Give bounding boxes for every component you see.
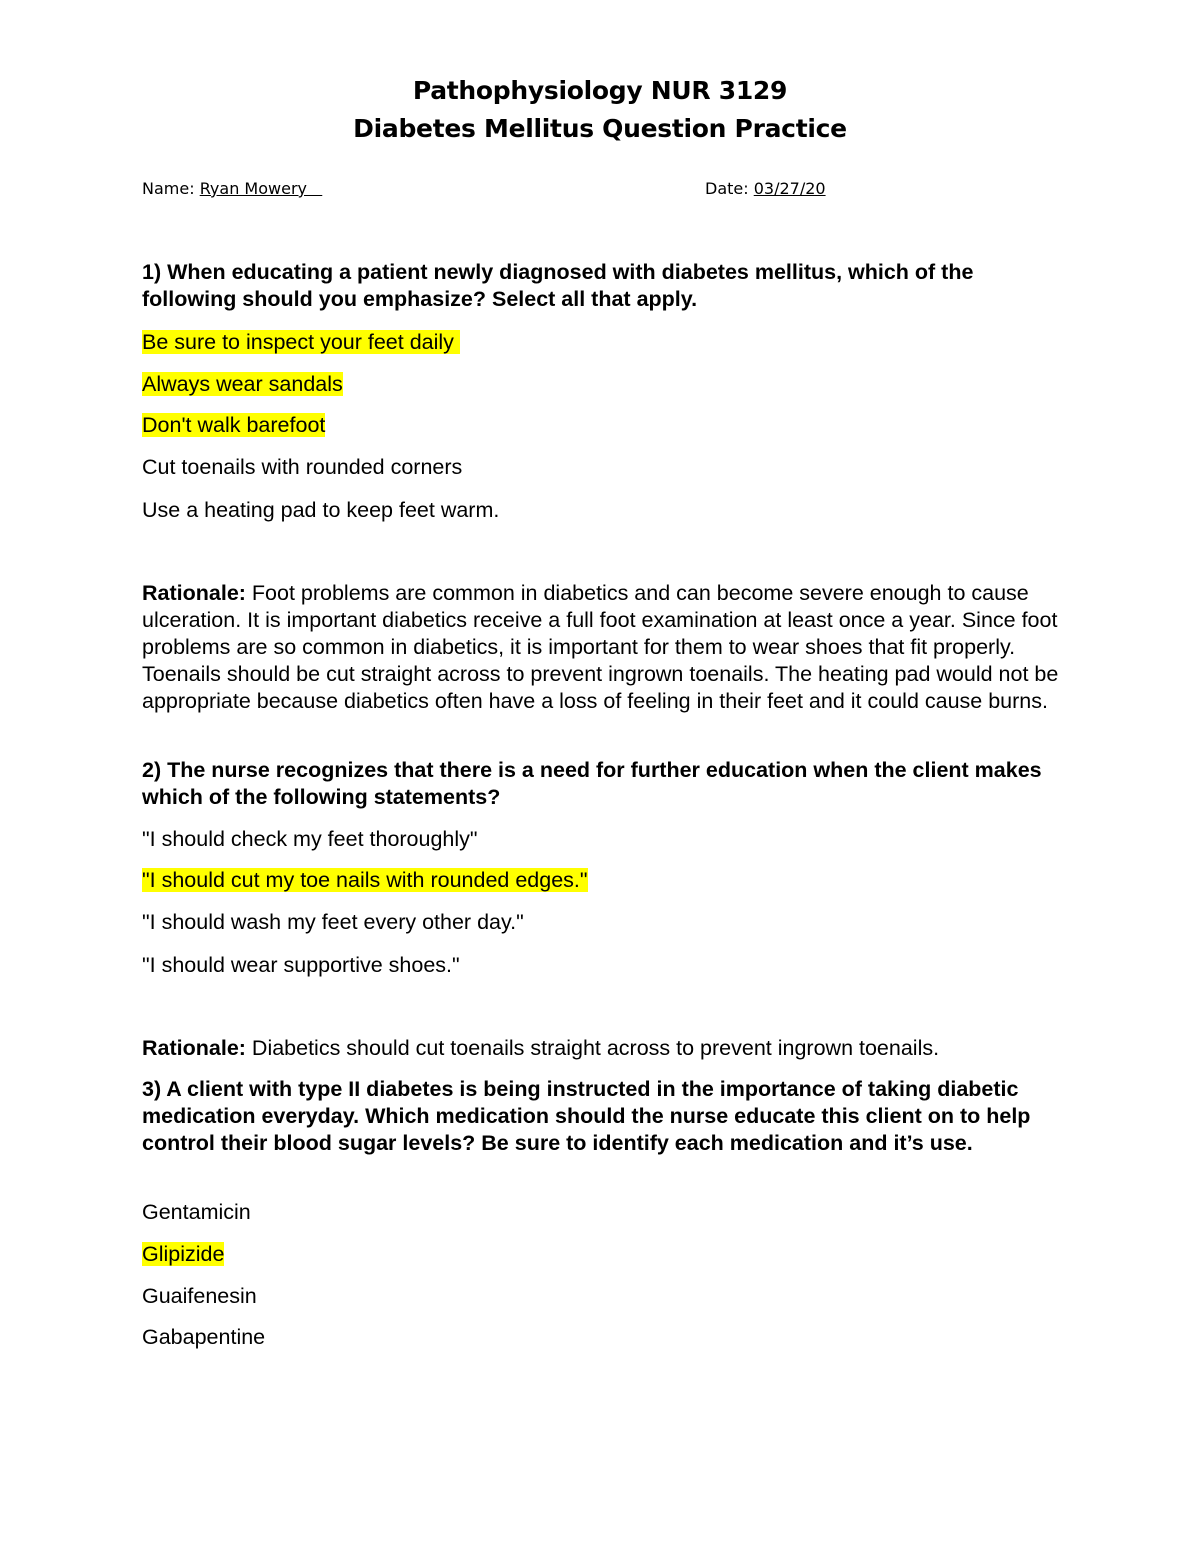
q1-option-4: Cut toenails with rounded corners: [142, 455, 463, 479]
answer-highlight: Be sure to inspect your feet daily: [142, 330, 460, 354]
q2-option-4: "I should wear supportive shoes.": [142, 953, 460, 977]
name-field: [142, 179, 322, 198]
rationale-label: Rationale:: [142, 581, 246, 605]
q3-option-2: [142, 1241, 224, 1268]
q1-option-2: [142, 371, 343, 398]
question-1: 1) When educating a patient newly diagnosed with diabetes mellitus, which of the following should you emphasize? Select all that apply.: [142, 260, 974, 311]
q1-rationale: [142, 580, 1062, 715]
q2-option-3: "I should wash my feet every other day.": [142, 910, 524, 934]
answer-highlight: "I should cut my toe nails with rounded edges.": [142, 868, 588, 892]
q3-option-3: Guaifenesin: [142, 1284, 257, 1308]
answer-highlight: Always wear sandals: [142, 372, 343, 396]
date-field: [705, 179, 826, 198]
q3-option-4: Gabapentine: [142, 1325, 266, 1349]
q2-option-1: "I should check my feet thoroughly": [142, 827, 478, 851]
question-3: 3) A client with type II diabetes is being instructed in the importance of taking diabetic medication everyday. Which medication should the nurse educate this client on to help control their blood sugar levels? Be sure to identify each medication and it’s use.: [142, 1077, 1031, 1155]
rationale-label: Rationale:: [142, 1036, 246, 1060]
question-2: 2) The nurse recognizes that there is a need for further education when the client makes which of the following statements?: [142, 758, 1042, 809]
rationale-text: Diabetics should cut toenails straight across to prevent ingrown toenails.: [245, 1036, 940, 1060]
answer-highlight: Don't walk barefoot: [142, 413, 326, 437]
document-subtitle: Diabetes Mellitus Question Practice: [353, 114, 847, 143]
q2-option-2: [142, 867, 588, 894]
date-value: 03/27/20: [753, 179, 826, 198]
q1-option-3: [142, 412, 325, 439]
q1-option-1: [142, 329, 460, 356]
date-label: Date:: [705, 179, 754, 198]
name-value: Ryan Mowery: [199, 179, 323, 198]
document-title: Pathophysiology NUR 3129: [412, 76, 788, 105]
q1-option-5: Use a heating pad to keep feet warm.: [142, 498, 500, 522]
rationale-text: Foot problems are common in diabetics and can become severe enough to cause ulceration. It is important diabetics receive a full foot examination at least once a year. Since foot problems are so common in diabetics, it is important for them to wear shoes that fit properly. Toenails should be cut straight across to prevent ingrown toenails. The heating pad would not be appropriate because diabetics often have a loss of feeling in their feet and it could cause burns.: [142, 581, 1059, 713]
q2-rationale: [142, 1035, 1062, 1062]
name-label: Name:: [142, 179, 200, 198]
q3-option-1: Gentamicin: [142, 1200, 251, 1224]
answer-highlight: Glipizide: [142, 1242, 225, 1266]
